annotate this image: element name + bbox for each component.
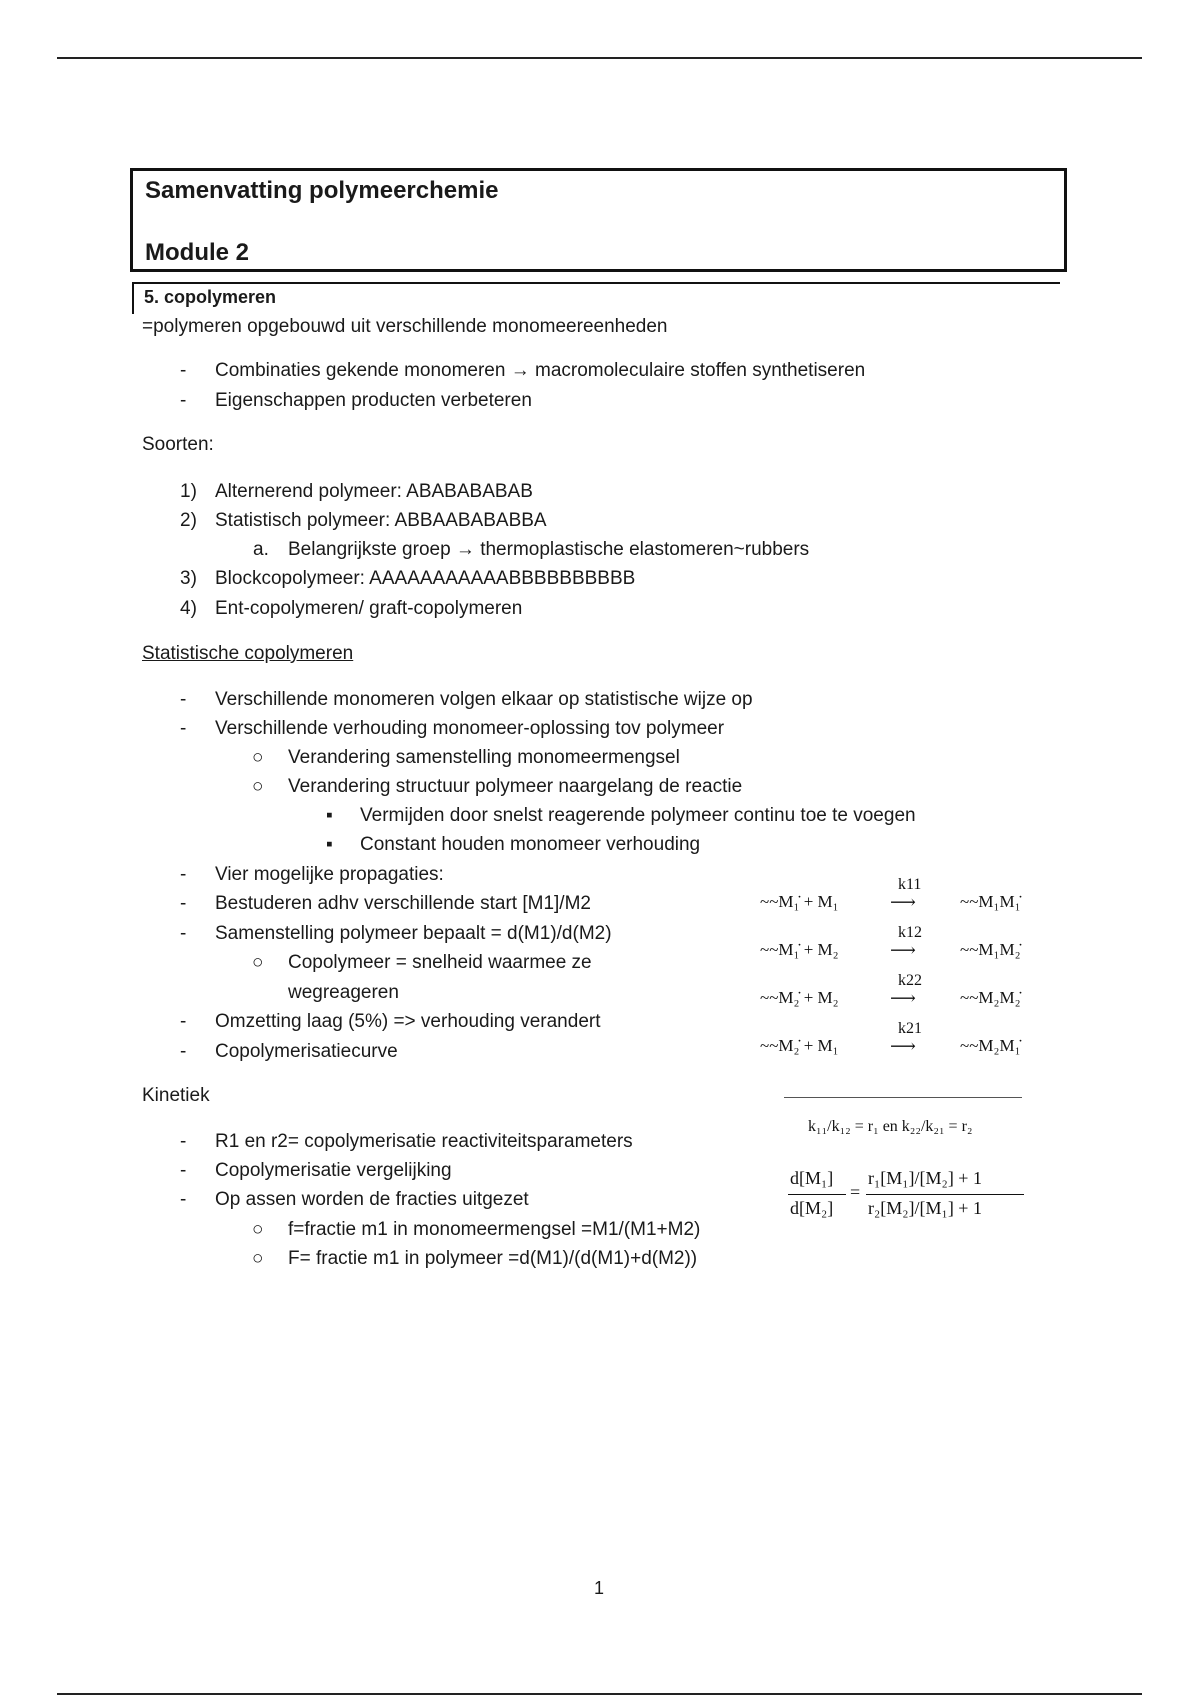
bullet-item: Verandering structuur polymeer naargelang de reactie xyxy=(288,776,743,797)
bullet-dash: - xyxy=(180,689,187,710)
equation-rhs-denominator: r₂[M₂]/[M₁] + 1 xyxy=(868,1198,982,1218)
bullet-item: R1 en r2= copolymerisatie reactiviteitsparameters xyxy=(215,1131,633,1152)
equation-lhs-denominator: d[M₂] xyxy=(790,1198,834,1218)
arrow-icon: ⟶ xyxy=(890,988,916,1008)
arrow-icon: ⟶ xyxy=(890,892,916,912)
reaction-right: ~~M₁M₂̇ xyxy=(960,940,1021,959)
bullet-item: Samenstelling polymeer bepaalt = d(M1)/d(M2) xyxy=(215,923,612,944)
circle-bullet: ○ xyxy=(252,952,264,973)
bullet-item: Verschillende verhouding monomeer-oplossing tov polymeer xyxy=(215,718,725,739)
arrow-icon: ⟶ xyxy=(890,1036,916,1056)
bullet-item: Verandering samenstelling monomeermengsel xyxy=(288,747,680,768)
bullet-dash: - xyxy=(180,1160,187,1181)
reaction-left: ~~M₂̇ + M₂ xyxy=(760,988,839,1007)
equals-sign: = xyxy=(850,1182,861,1202)
square-bullet: ▪ xyxy=(326,834,333,855)
propagation-reactions xyxy=(760,866,1060,1056)
bullet-item: Constant houden monomeer verhouding xyxy=(360,834,701,855)
subsection-heading: Statistische copolymeren xyxy=(142,643,354,664)
page-number: 1 xyxy=(594,1578,605,1598)
reaction-row xyxy=(760,972,1060,1012)
bullet-item: Vermijden door snelst reagerende polymeer continu toe te voegen xyxy=(360,805,916,826)
section-heading xyxy=(132,282,1060,314)
bullet-item-continued: wegreageren xyxy=(288,982,399,1003)
list-number: 4) xyxy=(180,598,197,619)
kinetiek-heading: Kinetiek xyxy=(142,1085,210,1106)
copolymerization-equation xyxy=(786,1168,1026,1228)
list-item: Blockcopolymeer: AAAAAAAAAAABBBBBBBBBB xyxy=(215,568,636,589)
list-letter: a. xyxy=(253,539,269,560)
bullet-item: Eigenschappen producten verbeteren xyxy=(215,390,532,411)
reaction-row xyxy=(760,924,1060,964)
arrow-icon: ⟶ xyxy=(890,940,916,960)
reaction-row xyxy=(760,876,1060,916)
list-item: Statistisch polymeer: ABBAABABABBA xyxy=(215,510,547,531)
list-number: 2) xyxy=(180,510,197,531)
reaction-right: ~~M₂M₂̇ xyxy=(960,988,1021,1007)
reaction-left: ~~M₁̇ + M₂ xyxy=(760,940,839,959)
bullet-dash: - xyxy=(180,1189,187,1210)
section-heading-text: 5. copolymeren xyxy=(144,287,277,307)
fraction-bar xyxy=(788,1194,846,1195)
rate-constant: k11 xyxy=(898,876,922,893)
equation-divider xyxy=(784,1097,1022,1098)
bullet-dash: - xyxy=(180,1011,187,1032)
equation-rhs-numerator: r₁[M₁]/[M₂] + 1 xyxy=(868,1168,982,1188)
circle-bullet: ○ xyxy=(252,747,264,768)
top-rule xyxy=(57,57,1142,59)
list-number: 1) xyxy=(180,481,197,502)
soorten-label: Soorten: xyxy=(142,434,214,455)
bullet-item: Verschillende monomeren volgen elkaar op statistische wijze op xyxy=(215,689,753,710)
bullet-dash: - xyxy=(180,360,187,381)
square-bullet: ▪ xyxy=(326,805,333,826)
title-box xyxy=(130,168,1067,272)
bullet-item: Op assen worden de fracties uitgezet xyxy=(215,1189,529,1210)
bullet-item: F= fractie m1 in polymeer =d(M1)/(d(M1)+d(M2)) xyxy=(288,1248,698,1269)
reaction-left: ~~M₁̇ + M₁ xyxy=(760,892,839,911)
bullet-item: Omzetting laag (5%) => verhouding verandert xyxy=(215,1011,601,1032)
document-title: Samenvatting polymeerchemie xyxy=(145,177,499,204)
bullet-dash: - xyxy=(180,864,187,885)
reaction-left: ~~M₂̇ + M₁ xyxy=(760,1036,839,1055)
reaction-right: ~~M₁M₁̇ xyxy=(960,892,1021,911)
circle-bullet: ○ xyxy=(252,776,264,797)
bullet-item: Copolymerisatie vergelijking xyxy=(215,1160,452,1181)
bullet-dash: - xyxy=(180,893,187,914)
circle-bullet: ○ xyxy=(252,1219,264,1240)
rate-constant: k12 xyxy=(898,924,922,941)
bullet-dash: - xyxy=(180,718,187,739)
list-number: 3) xyxy=(180,568,197,589)
definition: =polymeren opgebouwd uit verschillende monomeereenheden xyxy=(142,316,668,337)
bullet-dash: - xyxy=(180,390,187,411)
list-item: Alternerend polymeer: ABABABABAB xyxy=(215,481,533,502)
bullet-dash: - xyxy=(180,1041,187,1062)
circle-bullet: ○ xyxy=(252,1248,264,1269)
reactivity-ratio-equation: k₁₁/k₁₂ = r₁ en k₂₂/k₂₁ = r₂ xyxy=(808,1118,973,1135)
bullet-item: Combinaties gekende monomeren → macromoleculaire stoffen synthetiseren xyxy=(215,360,866,381)
rate-constant: k21 xyxy=(898,1020,922,1037)
module-title: Module 2 xyxy=(145,239,250,266)
reaction-row xyxy=(760,1020,1060,1060)
list-item: Ent-copolymeren/ graft-copolymeren xyxy=(215,598,523,619)
bullet-item: f=fractie m1 in monomeermengsel =M1/(M1+M2) xyxy=(288,1219,701,1240)
bullet-item: Bestuderen adhv verschillende start [M1]/M2 xyxy=(215,893,591,914)
bullet-dash: - xyxy=(180,1131,187,1152)
bullet-item: Copolymeer = snelheid waarmee ze xyxy=(288,952,592,973)
fraction-bar xyxy=(866,1194,1024,1195)
list-item: Belangrijkste groep → thermoplastische elastomeren~rubbers xyxy=(288,539,810,560)
bottom-rule xyxy=(57,1693,1142,1695)
reaction-right: ~~M₂M₁̇ xyxy=(960,1036,1021,1055)
bullet-item: Copolymerisatiecurve xyxy=(215,1041,398,1062)
bullet-dash: - xyxy=(180,923,187,944)
bullet-item: Vier mogelijke propagaties: xyxy=(215,864,444,885)
rate-constant: k22 xyxy=(898,972,922,989)
equation-lhs-numerator: d[M₁] xyxy=(790,1168,834,1188)
